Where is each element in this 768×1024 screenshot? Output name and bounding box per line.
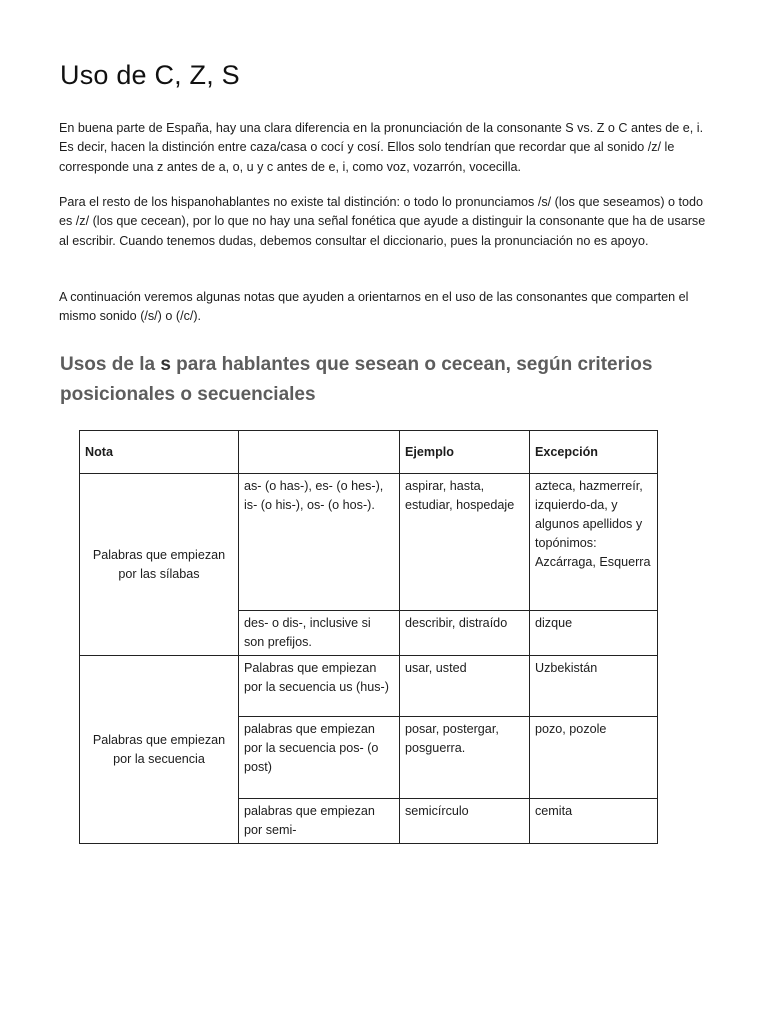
rule-cell: des- o dis-, inclusive si son prefijos. [239,611,400,656]
example-cell: usar, usted [400,656,530,717]
section-heading [60,350,700,410]
header-blank [239,431,400,474]
intro-paragraph-1: En buena parte de España, hay una clara diferencia en la pronunciación de la consonante S vs. Z o C antes de e, i. Es decir, hacen la distinción entre caza/casa o cocí y cosí. Ellos solo tendrían que recordar que al sonido /z/ le corresponde una z antes de a, o, u y c antes de e, i, como voz, vozarrón, vocecilla. [59,121,704,174]
spelling-rules-table [79,430,658,844]
exception-cell: azteca, hazmerreír, izquierdo-da, y algunos apellidos y topónimos: Azcárraga, Esquerra [530,474,658,611]
rule-cell: as- (o has-), es- (o hes-), is- (o his-), os- (o hos-). [239,474,400,611]
table-header-row [80,431,658,474]
section-heading-letter: s [160,354,171,375]
example-cell: semicírculo [400,799,530,844]
example-cell: posar, postergar, posguerra. [400,717,530,799]
section-heading-prefix: Usos de la [60,354,161,375]
intro-paragraph-2: Para el resto de los hispanohablantes no existe tal distinción: o todo lo pronunciamos /s/ (los que seseamos) o todo es /z/ (los que cecean), por lo que no hay una señal fonética que ayude a distinguir la consonante que ha de usarse al escribir. Cuando tenemos dudas, debemos consultar el diccionario, pues la pronunciación no es apoyo. [59,195,706,248]
intro-paragraph-3: A continuación veremos algunas notas que ayuden a orientarnos en el uso de las consonantes que comparten el mismo sonido (/s/) o (/c/). [59,290,689,324]
exception-cell: dizque [530,611,658,656]
example-cell: aspirar, hasta, estudiar, hospedaje [400,474,530,611]
group-cell-secuencia: Palabras que empiezan por la secuencia [80,656,239,844]
rule-cell: palabras que empiezan por semi- [239,799,400,844]
header-excepcion: Excepción [530,431,658,474]
exception-cell: pozo, pozole [530,717,658,799]
example-cell: describir, distraído [400,611,530,656]
page-title: Uso de C, Z, S [60,60,240,90]
table-row [80,474,658,611]
section-heading-suffix: para hablantes que sesean o cecean, según criterios posicionales o secuenciales [60,354,653,405]
header-ejemplo: Ejemplo [400,431,530,474]
rule-cell: palabras que empiezan por la secuencia pos- (o post) [239,717,400,799]
rule-cell: Palabras que empiezan por la secuencia us (hus-) [239,656,400,717]
group-cell-silabas: Palabras que empiezan por las sílabas [80,474,239,656]
table-row [80,656,658,717]
exception-cell: cemita [530,799,658,844]
exception-cell: Uzbekistán [530,656,658,717]
header-nota: Nota [80,431,239,474]
